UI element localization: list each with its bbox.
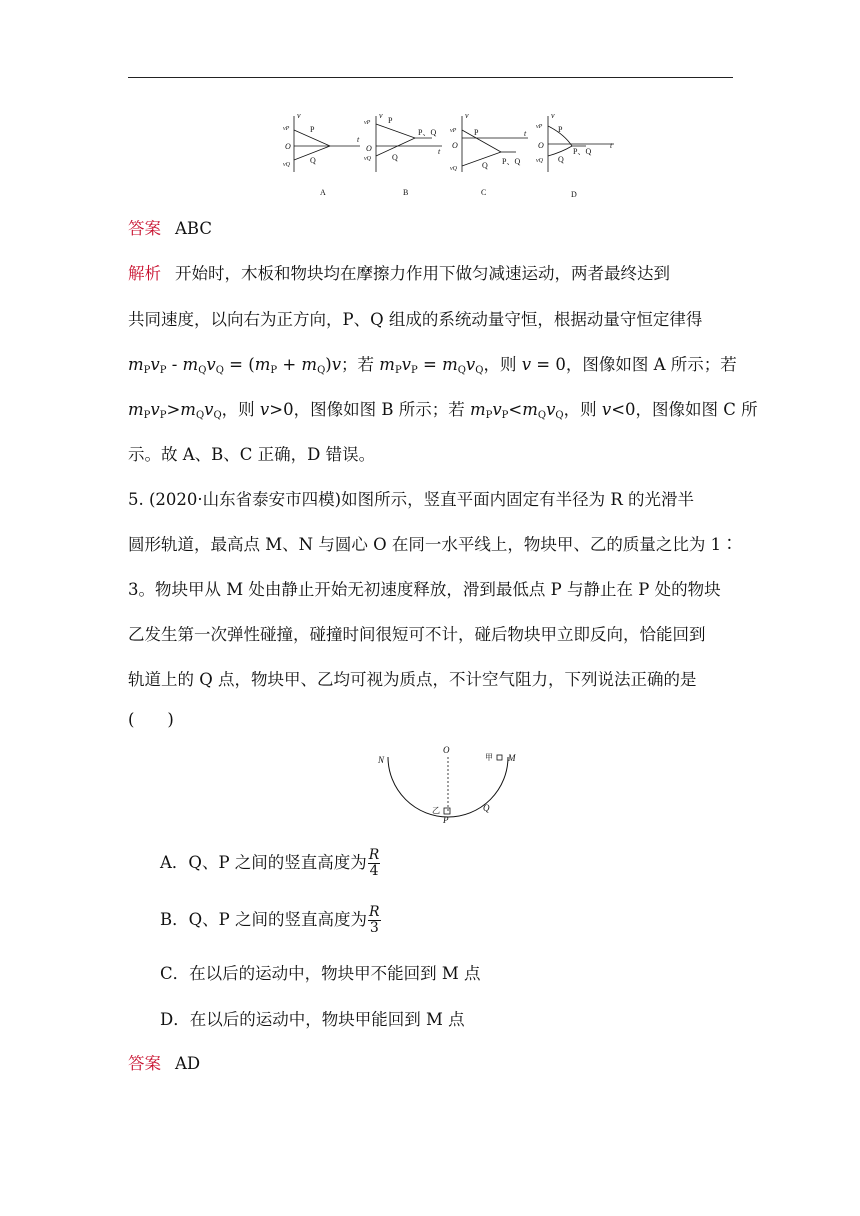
analysis-text-3a: ；若 [341, 355, 380, 374]
question-line-3: 3。物块甲从 M 处由静止开始无初速度释放，滑到最低点 P 与静止在 P 处的物块 [128, 580, 721, 599]
answer-1-value: ABC [175, 219, 212, 238]
analysis-text-1: 开始时，木板和物块均在摩擦力作用下做匀减速运动，两者最终达到 [175, 264, 670, 283]
origin-label: O [452, 141, 458, 150]
analysis-text-4c: ，则 [563, 400, 602, 419]
n-label: N [378, 755, 385, 765]
vp-label: vP [364, 120, 371, 126]
t-label: t [524, 129, 527, 138]
vp-label: vP [450, 128, 457, 134]
caption-a: A [320, 188, 326, 197]
vq-label: vQ [364, 156, 371, 162]
caption-d: D [571, 190, 577, 199]
q-label: Q [482, 161, 488, 170]
momentum-equation: $m_Pv_P - m_Qv_Q = (m_P + m_Q)v$ [128, 355, 342, 376]
origin-label: O [538, 141, 544, 150]
question-line-4: 乙发生第一次弹性碰撞，碰撞时间很短可不计，碰后物块甲立即反向，恰能回到 [128, 625, 706, 644]
vt-graphs-figure [280, 108, 620, 203]
option-c: C．在以后的运动中，物块甲不能回到 M 点 [160, 964, 481, 983]
q-label: Q [392, 153, 398, 162]
option-a [160, 848, 770, 879]
v-negative: v<0 [601, 400, 636, 419]
option-a-fraction: $\frac{R}{4}$ [368, 847, 380, 879]
vq-label: vQ [536, 158, 543, 164]
t-label: t [438, 147, 441, 156]
greater-condition: $m_Pv_P>m_Qv_Q$ [128, 400, 222, 421]
jia-label: 甲 [485, 753, 493, 762]
graph-b [364, 111, 442, 197]
analysis-text-4a: ，则 [221, 400, 260, 419]
p-label: P [443, 815, 449, 825]
option-d: D．在以后的运动中，物块甲能回到 M 点 [160, 1010, 465, 1029]
equal-condition: $m_Pv_P = m_Qv_Q$ [379, 355, 484, 376]
analysis-line-5: 示。故 A、B、C 正确，D 错误。 [128, 445, 376, 464]
analysis-line-1 [128, 262, 738, 286]
answer-1-label: 答案 [128, 219, 161, 238]
analysis-text-3c: ，图像如图 A 所示；若 [565, 355, 737, 374]
semicircle-track-figure [372, 745, 532, 825]
analysis-text-3b: ，则 [483, 355, 522, 374]
q-label: Q [483, 803, 490, 813]
top-rule [128, 77, 733, 78]
graph-d [536, 111, 614, 199]
q-label: Q [558, 155, 564, 164]
analysis-line-3 [128, 353, 738, 383]
answer-2-value: AD [175, 1054, 201, 1073]
question-line-5: 轨道上的 Q 点，物块甲、乙均可视为质点，不计空气阻力，下列说法正确的是 [128, 670, 697, 689]
vq-label: vQ [283, 162, 290, 168]
question-line-2: 圆形轨道，最高点 M、N 与圆心 O 在同一水平线上，物块甲、乙的质量之比为 1∶ [128, 535, 738, 554]
v-label: v [379, 111, 383, 120]
v-positive: v>0 [259, 400, 294, 419]
vp-label: vP [536, 124, 543, 130]
pq-label: P、Q [502, 157, 521, 166]
q-label: Q [310, 156, 316, 165]
t-label: t [610, 141, 613, 150]
v-zero: v = 0 [521, 355, 566, 374]
answer-2 [128, 1052, 738, 1076]
p-label: P [474, 128, 479, 137]
pq-label: P、Q [418, 128, 437, 137]
v-label: v [551, 111, 555, 120]
vq-label: vQ [450, 166, 457, 172]
v-label: v [465, 111, 469, 120]
analysis-line-2: 共同速度，以向右为正方向，P、Q 组成的系统动量守恒，根据动量守恒定律得 [128, 310, 703, 329]
option-a-text: A．Q、P 之间的竖直高度为 [160, 853, 367, 872]
answer-2-label: 答案 [128, 1054, 161, 1073]
vp-label: vP [283, 126, 290, 132]
graph-c [450, 111, 528, 197]
graph-a [283, 111, 360, 197]
p-label: P [558, 125, 563, 134]
t-label: t [357, 135, 360, 144]
option-b-fraction: $\frac{R}{3}$ [369, 904, 380, 936]
p-label: P [310, 125, 315, 134]
p-label: P [388, 116, 393, 125]
analysis-line-4 [128, 398, 758, 428]
option-b-text: B．Q、P 之间的竖直高度为 [160, 910, 367, 929]
analysis-label: 解析 [128, 264, 161, 283]
answer-1 [128, 217, 738, 241]
origin-label: O [285, 142, 291, 151]
question-line-6: ( ) [128, 710, 174, 729]
less-condition: $m_Pv_P<m_Qv_Q$ [469, 400, 564, 421]
caption-b: B [403, 188, 409, 197]
pq-label: P、Q [573, 147, 592, 156]
analysis-text-4d: ，图像如图 C 所 [635, 400, 758, 419]
origin-label: O [366, 144, 372, 153]
m-label: M [508, 753, 516, 763]
o-label: O [443, 745, 450, 755]
caption-c: C [481, 188, 487, 197]
v-label: v [297, 111, 301, 120]
question-line-1: 5. (2020·山东省泰安市四模)如图所示，竖直平面内固定有半径为 R 的光滑半 [128, 490, 695, 509]
yi-label: 乙 [432, 806, 440, 815]
analysis-text-4b: ，图像如图 B 所示；若 [293, 400, 470, 419]
option-b [160, 905, 770, 936]
